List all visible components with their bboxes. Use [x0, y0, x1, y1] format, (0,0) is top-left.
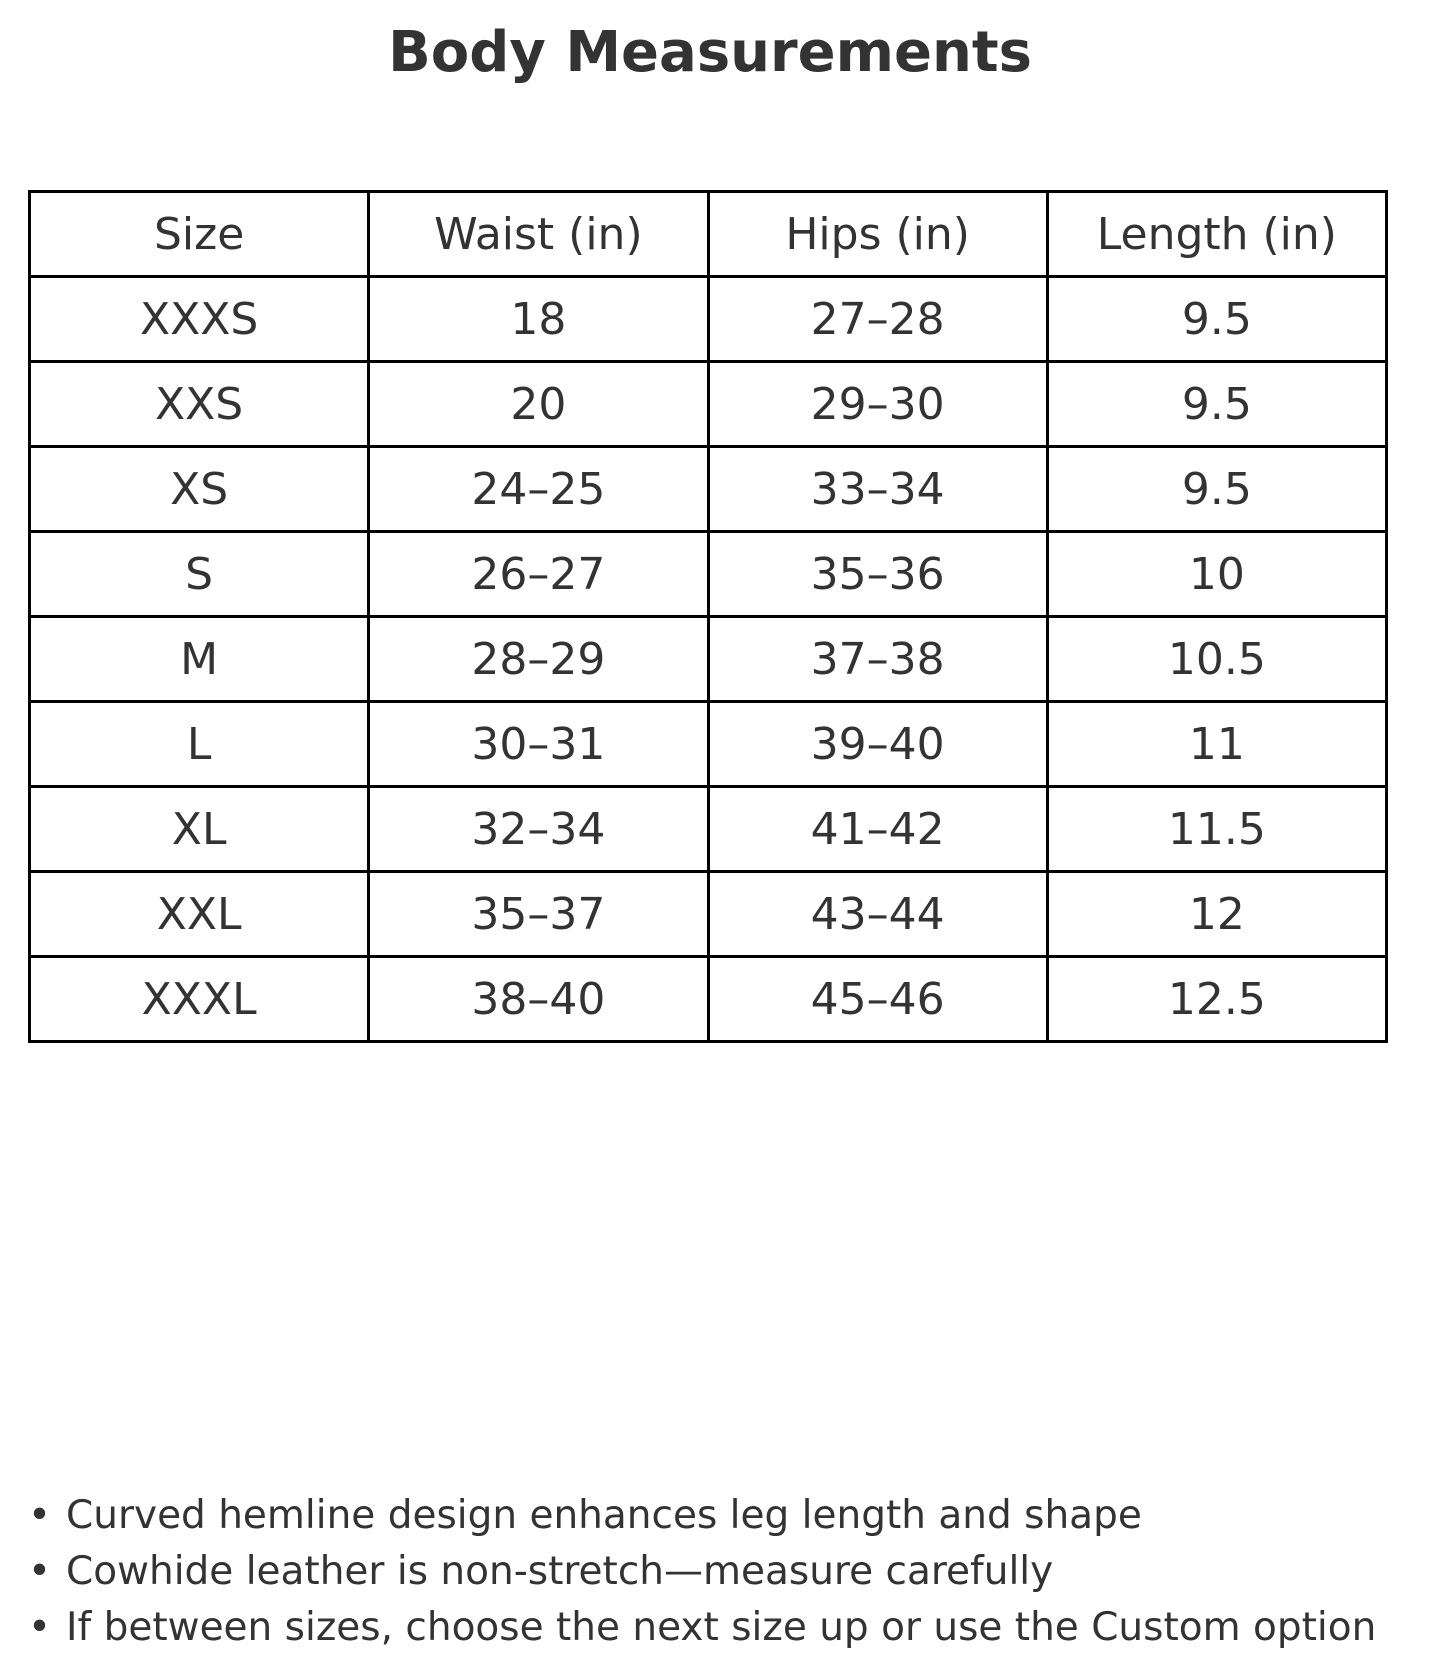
- cell-hips: 39–40: [708, 702, 1047, 787]
- bullet-icon: •: [28, 1549, 52, 1594]
- table-row: [30, 787, 1387, 872]
- cell-waist: 26–27: [369, 532, 708, 617]
- header-length: Length (in): [1047, 192, 1386, 277]
- cell-waist: 18: [369, 277, 708, 362]
- cell-size: XL: [30, 787, 369, 872]
- cell-size: XXXS: [30, 277, 369, 362]
- cell-length: 9.5: [1047, 447, 1386, 532]
- table-row: [30, 362, 1387, 447]
- bullet-icon: •: [28, 1493, 52, 1538]
- cell-hips: 33–34: [708, 447, 1047, 532]
- table-row: [30, 447, 1387, 532]
- bullet-icon: •: [28, 1605, 52, 1650]
- header-hips: Hips (in): [708, 192, 1047, 277]
- cell-hips: 29–30: [708, 362, 1047, 447]
- cell-hips: 35–36: [708, 532, 1047, 617]
- cell-waist: 32–34: [369, 787, 708, 872]
- cell-length: 12: [1047, 872, 1386, 957]
- cell-length: 11: [1047, 702, 1386, 787]
- size-chart-table: [28, 190, 1388, 1043]
- cell-waist: 24–25: [369, 447, 708, 532]
- table-header-row: [30, 192, 1387, 277]
- table-row: [30, 872, 1387, 957]
- cell-hips: 37–38: [708, 617, 1047, 702]
- cell-size: XS: [30, 447, 369, 532]
- cell-length: 9.5: [1047, 277, 1386, 362]
- cell-size: S: [30, 532, 369, 617]
- cell-waist: 30–31: [369, 702, 708, 787]
- cell-waist: 28–29: [369, 617, 708, 702]
- note-item: [28, 1544, 1438, 1600]
- notes-list: [28, 1488, 1438, 1656]
- cell-hips: 43–44: [708, 872, 1047, 957]
- note-text: If between sizes, choose the next size up or use the Custom option: [66, 1605, 1377, 1650]
- note-item: [28, 1600, 1438, 1656]
- cell-length: 9.5: [1047, 362, 1386, 447]
- cell-size: XXXL: [30, 957, 369, 1042]
- table-row: [30, 277, 1387, 362]
- cell-length: 10.5: [1047, 617, 1386, 702]
- table-row: [30, 532, 1387, 617]
- table-row: [30, 957, 1387, 1042]
- cell-hips: 41–42: [708, 787, 1047, 872]
- cell-length: 10: [1047, 532, 1386, 617]
- cell-size: XXL: [30, 872, 369, 957]
- cell-waist: 38–40: [369, 957, 708, 1042]
- cell-hips: 27–28: [708, 277, 1047, 362]
- cell-hips: 45–46: [708, 957, 1047, 1042]
- table-row: [30, 617, 1387, 702]
- header-waist: Waist (in): [369, 192, 708, 277]
- table-row: [30, 702, 1387, 787]
- header-size: Size: [30, 192, 369, 277]
- cell-waist: 20: [369, 362, 708, 447]
- cell-size: XXS: [30, 362, 369, 447]
- note-text: Curved hemline design enhances leg length and shape: [66, 1493, 1142, 1538]
- note-text: Cowhide leather is non-stretch—measure carefully: [66, 1549, 1054, 1594]
- cell-waist: 35–37: [369, 872, 708, 957]
- page-title: Body Measurements: [388, 20, 1032, 85]
- cell-length: 12.5: [1047, 957, 1386, 1042]
- cell-size: M: [30, 617, 369, 702]
- note-item: [28, 1488, 1438, 1544]
- cell-length: 11.5: [1047, 787, 1386, 872]
- cell-size: L: [30, 702, 369, 787]
